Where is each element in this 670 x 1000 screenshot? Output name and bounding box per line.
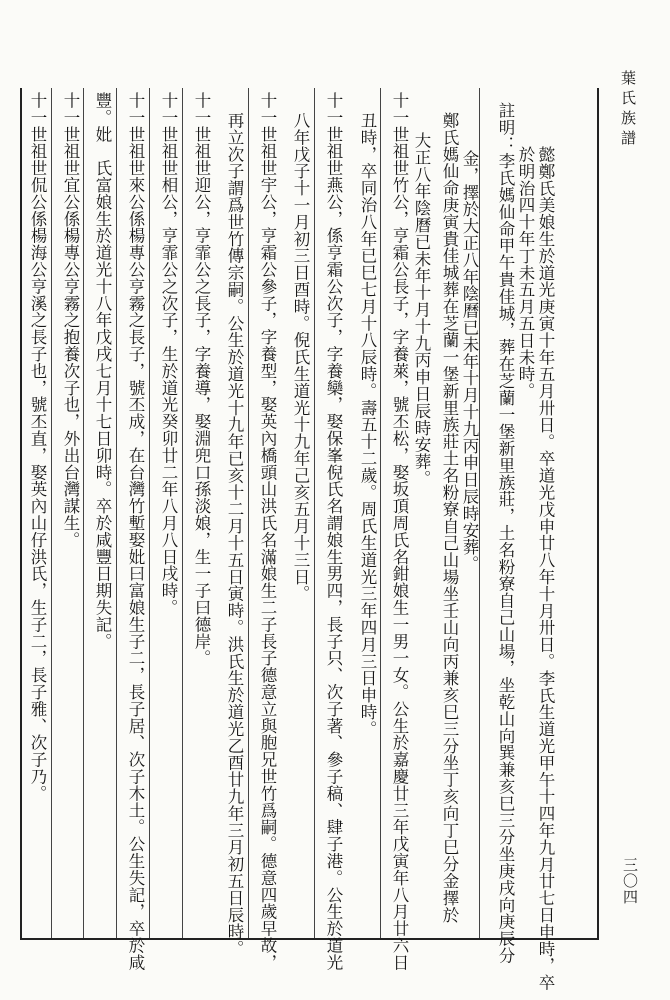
column-rule — [380, 88, 381, 938]
book-title: 葉氏族譜 — [619, 70, 637, 150]
text-column: 鄭氏媽仙命庚寅貴佳城葬在芝蘭一堡新里族莊土名粉寮自己山場坐壬山向丙兼亥巳三分坐丁亥向丁巳分金擇於 — [440, 112, 459, 924]
text-column: 十一世祖世侃公係楊海公亨溪之長子也，號丕直，娶英內山仔洪氏，生子二，長子雅、次子乃。 — [28, 92, 47, 802]
page-number: 三〇四 — [621, 857, 639, 905]
text-column: 大正八年陰曆已未年十月十九丙申日辰時安葬。 — [412, 132, 431, 487]
text-column: 十一世祖世來公係楊專公亨霧之長子，號丕成，在台灣竹塹娶妣曰富娘生子二，長子居、次子木土。公生失記，卒於咸 — [126, 92, 145, 971]
text-column: 再立次子謂爲世竹傳宗嗣。公生於道光十九年已亥十二月十五日寅時。洪氏生於道光乙酉廿九年三月初五日辰時。 — [225, 112, 244, 957]
text-column: 懿鄭氏美娘生於道光庚寅十年五月卅日。卒道光戊申廿八年十月卅日。李氏生道光甲午十四年九月廿七日申時，卒 — [536, 146, 555, 991]
text-column: 豐。妣 氏富娘生於道光十八年戊戌七月十七日卯時。卒於咸豐日期失記。 — [93, 92, 112, 650]
column-rule — [479, 88, 480, 938]
column-rule — [51, 88, 52, 938]
column-rule — [116, 88, 117, 938]
text-column: 八年戊子十一月初三日酉時。倪氏生道光十九年己亥五月十三日。 — [291, 112, 310, 603]
text-column: 丑時，卒同治八年已巳七月十八辰時。壽五十二歲。周氏生道光三年四月三日申時。 — [358, 112, 377, 738]
column-rule — [182, 88, 183, 938]
column-rule — [248, 88, 249, 938]
text-column: 十一世祖世竹公，亨霜公長子，字養萊，號丕松，娶坂頂周氏名鉗娘生一男一女。公生於嘉慶廿三年戊寅年八月廿六日 — [390, 92, 409, 971]
text-column: 十一世祖世相公，亨霏公之次子，生於道光癸卯廿二年八月八日戌時。 — [159, 92, 178, 616]
text-column: 於明治四十年丁未五月五日未時。 — [516, 146, 535, 400]
text-column: 十一世祖世迎公，亨霏公之長子，字養導，娶淵兜口孫淡娘，生一子曰德岸。 — [192, 92, 211, 667]
column-rule — [83, 88, 84, 938]
column-rule — [314, 88, 315, 938]
text-column: 十一世祖世宜公係楊專公亨霧之抱養次子也，外出台灣謀生。 — [61, 92, 80, 549]
column-rule — [149, 88, 150, 938]
text-frame — [20, 88, 599, 991]
text-column: 註明：李氏媽仙命甲午貴佳城，葬在芝蘭一堡新里族莊，土名粉寮自己山場，坐乾山向巽兼亥巳三分坐庚戌向庚辰分 — [496, 102, 515, 964]
text-column: 金，擇於大正八年陰曆已未年十月十九丙申日辰時安葬。 — [460, 150, 479, 573]
text-column: 十一世祖世宇公，亨霜公參子，字養型，娶英內橋頭山洪氏名滿娘生二子長子德意立與胞兄世竹爲嗣。德意四歲早故， — [258, 92, 277, 971]
text-column: 十一世祖世燕公，係亨霜公次子，字養欒，娶保峯倪氏名謂娘生男四，長子只、次子著、參子稿、肆子港。公生於道光 — [324, 92, 343, 971]
